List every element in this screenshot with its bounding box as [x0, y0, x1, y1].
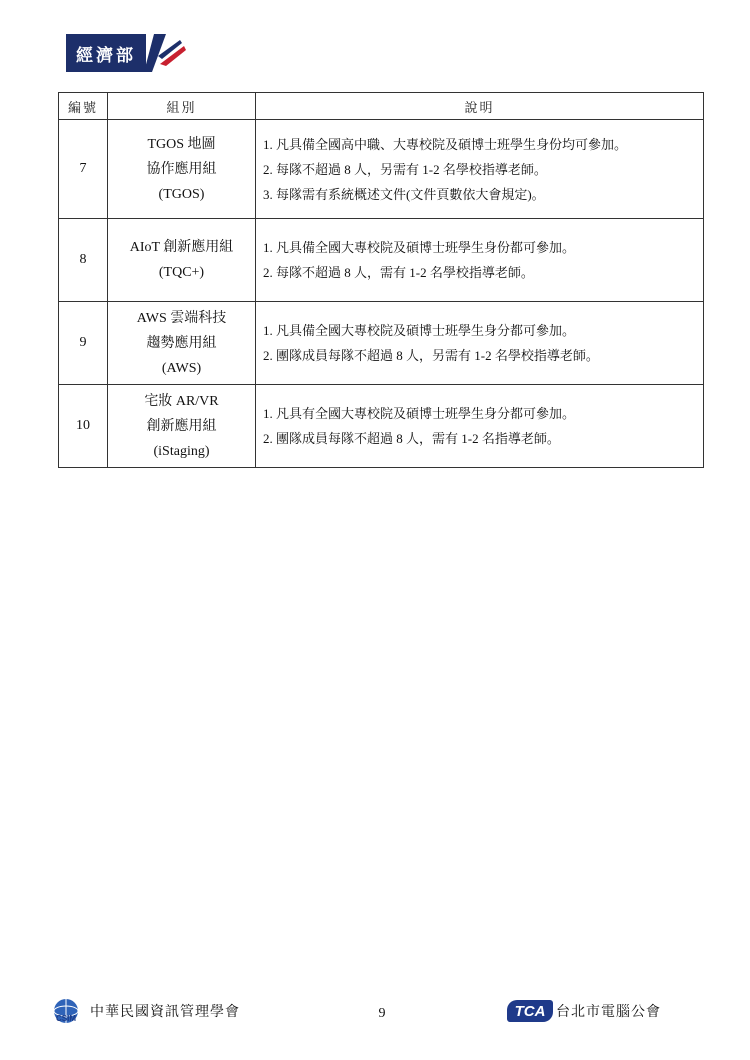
description-item: 2. 每隊不超過 8 人，另需有 1-2 名學校指導老師。: [263, 161, 547, 177]
group-line: (iStaging): [153, 443, 210, 459]
ministry-logo: [66, 34, 184, 72]
row-number: 8: [59, 219, 108, 302]
description-item: 2. 團隊成員每隊不超過 8 人，需有 1-2 名指導老師。: [263, 431, 560, 446]
table-row: [59, 302, 704, 385]
page-number: 9: [378, 1006, 386, 1021]
group-line: 創新應用組: [146, 418, 217, 434]
row-number: 10: [59, 385, 108, 468]
row-number: 9: [59, 302, 108, 385]
table-row: [59, 120, 704, 219]
table-row: [59, 385, 704, 468]
footer-left-org-name: 中華民國資訊管理學會: [90, 1005, 240, 1020]
table-row: [59, 219, 704, 302]
group-line: (TGOS): [158, 186, 205, 202]
row-group: [108, 219, 256, 302]
description-item: 1. 凡具有全國大專校院及碩博士班學生身分都可參加。: [263, 406, 576, 421]
column-header-number: 編號: [59, 93, 108, 120]
description-item: 2. 每隊不超過 8 人，需有 1-2 名學校指導老師。: [263, 265, 534, 280]
group-line: 宅妝 AR/VR: [144, 393, 219, 409]
group-line: TGOS 地圖: [147, 136, 216, 152]
footer-right-org: [507, 998, 661, 1024]
row-group: [108, 302, 256, 385]
column-header-description: 說明: [256, 93, 704, 120]
group-line: AIoT 創新應用組: [129, 240, 234, 255]
csim-globe-icon: [52, 997, 86, 1025]
group-line: (AWS): [161, 360, 202, 376]
groups-table: [58, 92, 704, 468]
row-description: [256, 219, 704, 302]
tca-logo: TCA: [507, 1000, 553, 1022]
ministry-logo-text: 經濟部: [66, 34, 146, 72]
footer-left-org: [52, 996, 240, 1026]
table-header-row: [59, 93, 704, 120]
row-number: 7: [59, 120, 108, 219]
csim-logo-text: CSIM: [56, 1014, 76, 1023]
row-group: [108, 385, 256, 468]
row-description: [256, 120, 704, 219]
footer-right-org-name: 台北市電腦公會: [556, 1005, 661, 1020]
description-item: 1. 凡具備全國高中職、大專校院及碩博士班學生身份均可參加。: [263, 136, 628, 152]
group-line: AWS 雲端科技: [136, 310, 227, 326]
group-line: 協作應用組: [146, 161, 217, 177]
row-description: [256, 302, 704, 385]
row-description: [256, 385, 704, 468]
description-item: 1. 凡具備全國大專校院及碩博士班學生身分都可參加。: [263, 323, 576, 338]
description-item: 1. 凡具備全國大專校院及碩博士班學生身份都可參加。: [263, 240, 576, 255]
group-line: (TQC+): [158, 265, 205, 280]
row-group: [108, 120, 256, 219]
group-line: 趨勢應用組: [146, 335, 217, 351]
column-header-group: 組別: [108, 93, 256, 120]
ministry-logo-mark-icon: [144, 34, 188, 72]
description-item: 2. 團隊成員每隊不超過 8 人，另需有 1-2 名學校指導老師。: [263, 348, 599, 363]
description-item: 3. 每隊需有系統概述文件(文件頁數依大會規定)。: [263, 186, 545, 202]
